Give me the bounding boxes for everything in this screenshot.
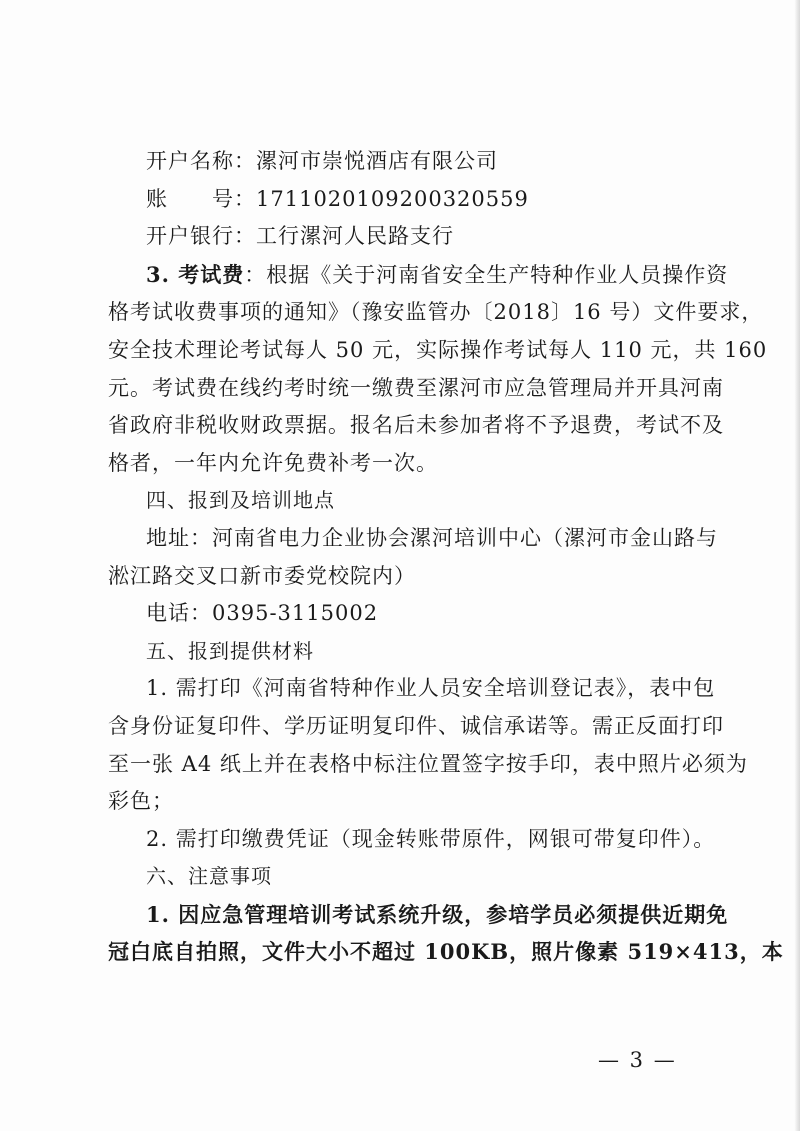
scan-edge — [794, 0, 800, 1131]
paragraph-line: 省政府非税收财政票据。报名后未参加者将不予退费，考试不及 — [108, 413, 724, 438]
phone-line: 电话：0395-3115002 — [146, 601, 379, 626]
paragraph-line: 元。考试费在线约考时统一缴费至漯河市应急管理局并开具河南 — [108, 375, 724, 400]
paragraph-line: 格者，一年内允许免费补考一次。 — [108, 450, 438, 475]
notes-item-1: 1. 因应急管理培训考试系统升级，参培学员必须提供近期免 — [146, 901, 729, 927]
paragraph-line: 安全技术理论考试每人 50 元，实际操作考试每人 110 元，共 160 — [108, 337, 768, 362]
paragraph-line: 彩色； — [108, 789, 174, 814]
materials-item-2: 2. 需打印缴费凭证（现金转账带原件，网银可带复印件）。 — [146, 826, 716, 851]
exam-fee-label: 3. 考试费 — [146, 261, 245, 287]
materials-item-1: 1. 需打印《河南省特种作业人员安全培训登记表》，表中包 — [146, 676, 716, 701]
paragraph-line: 格考试收费事项的通知》（豫安监管办〔2018〕16 号）文件要求， — [108, 300, 764, 325]
account-number-line: 账 号：1711020109200320559 — [146, 186, 529, 211]
bank-line: 开户银行：工行漯河人民路支行 — [146, 224, 454, 249]
address-continued-line: 淞江路交叉口新市委党校院内） — [108, 563, 416, 588]
address-line: 地址：河南省电力企业协会漯河培训中心（漯河市金山路与 — [146, 525, 718, 550]
section-heading-materials: 五、报到提供材料 — [146, 638, 314, 663]
paragraph-line: 含身份证复印件、学历证明复印件、诚信承诺等。需正反面打印 — [108, 713, 724, 738]
section-heading-notes: 六、注意事项 — [146, 864, 272, 889]
section-heading-location: 四、报到及培训地点 — [146, 488, 335, 513]
paragraph-line: 至一张 A4 纸上并在表格中标注位置签字按手印，表中照片必须为 — [108, 751, 748, 776]
exam-fee-line — [108, 256, 729, 295]
exam-fee-text: ：根据《关于河南省安全生产特种作业人员操作资 — [244, 262, 729, 287]
notes-item-1-continued: 冠白底自拍照，文件大小不超过 100KB，照片像素 519×413，本 — [108, 939, 784, 965]
page-number: — 3 — — [598, 1048, 677, 1072]
document-body — [108, 143, 784, 971]
account-name-line: 开户名称：漯河市崇悦酒店有限公司 — [146, 149, 498, 173]
